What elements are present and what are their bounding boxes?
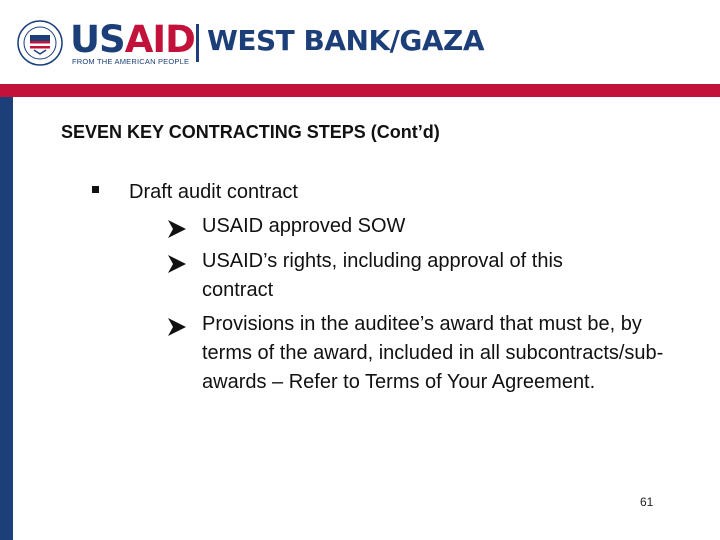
header-red-bar — [0, 84, 720, 97]
bullet-text: Draft audit contract — [129, 181, 298, 203]
wordmark-aid: AID — [124, 18, 195, 61]
left-blue-bar — [0, 97, 13, 540]
wordmark-us: US — [70, 18, 125, 61]
mission-name: WEST BANK/GAZA — [207, 24, 485, 57]
slide-header — [0, 0, 720, 84]
page-number: 61 — [640, 495, 654, 509]
tagline: FROM THE AMERICAN PEOPLE — [72, 57, 190, 66]
usaid-seal-icon — [17, 20, 63, 66]
arrow-bullet-icon — [167, 252, 187, 276]
sub-bullet-text: Provisions in the auditee’s award that must be, by terms of the award, included in all subcontracts/sub-awards – Refer to Terms of Your Agreement. — [202, 313, 664, 393]
usaid-wordmark — [70, 20, 195, 60]
arrow-bullet-icon — [167, 217, 187, 241]
arrow-bullet-icon — [167, 315, 187, 339]
header-divider — [196, 24, 199, 62]
sub-bullet-text: USAID’s rights, including approval of this contract — [202, 250, 563, 301]
sub-bullet-text: USAID approved SOW — [202, 215, 406, 237]
square-bullet-icon — [92, 186, 99, 193]
slide-title: SEVEN KEY CONTRACTING STEPS (Cont’d) — [61, 122, 440, 142]
